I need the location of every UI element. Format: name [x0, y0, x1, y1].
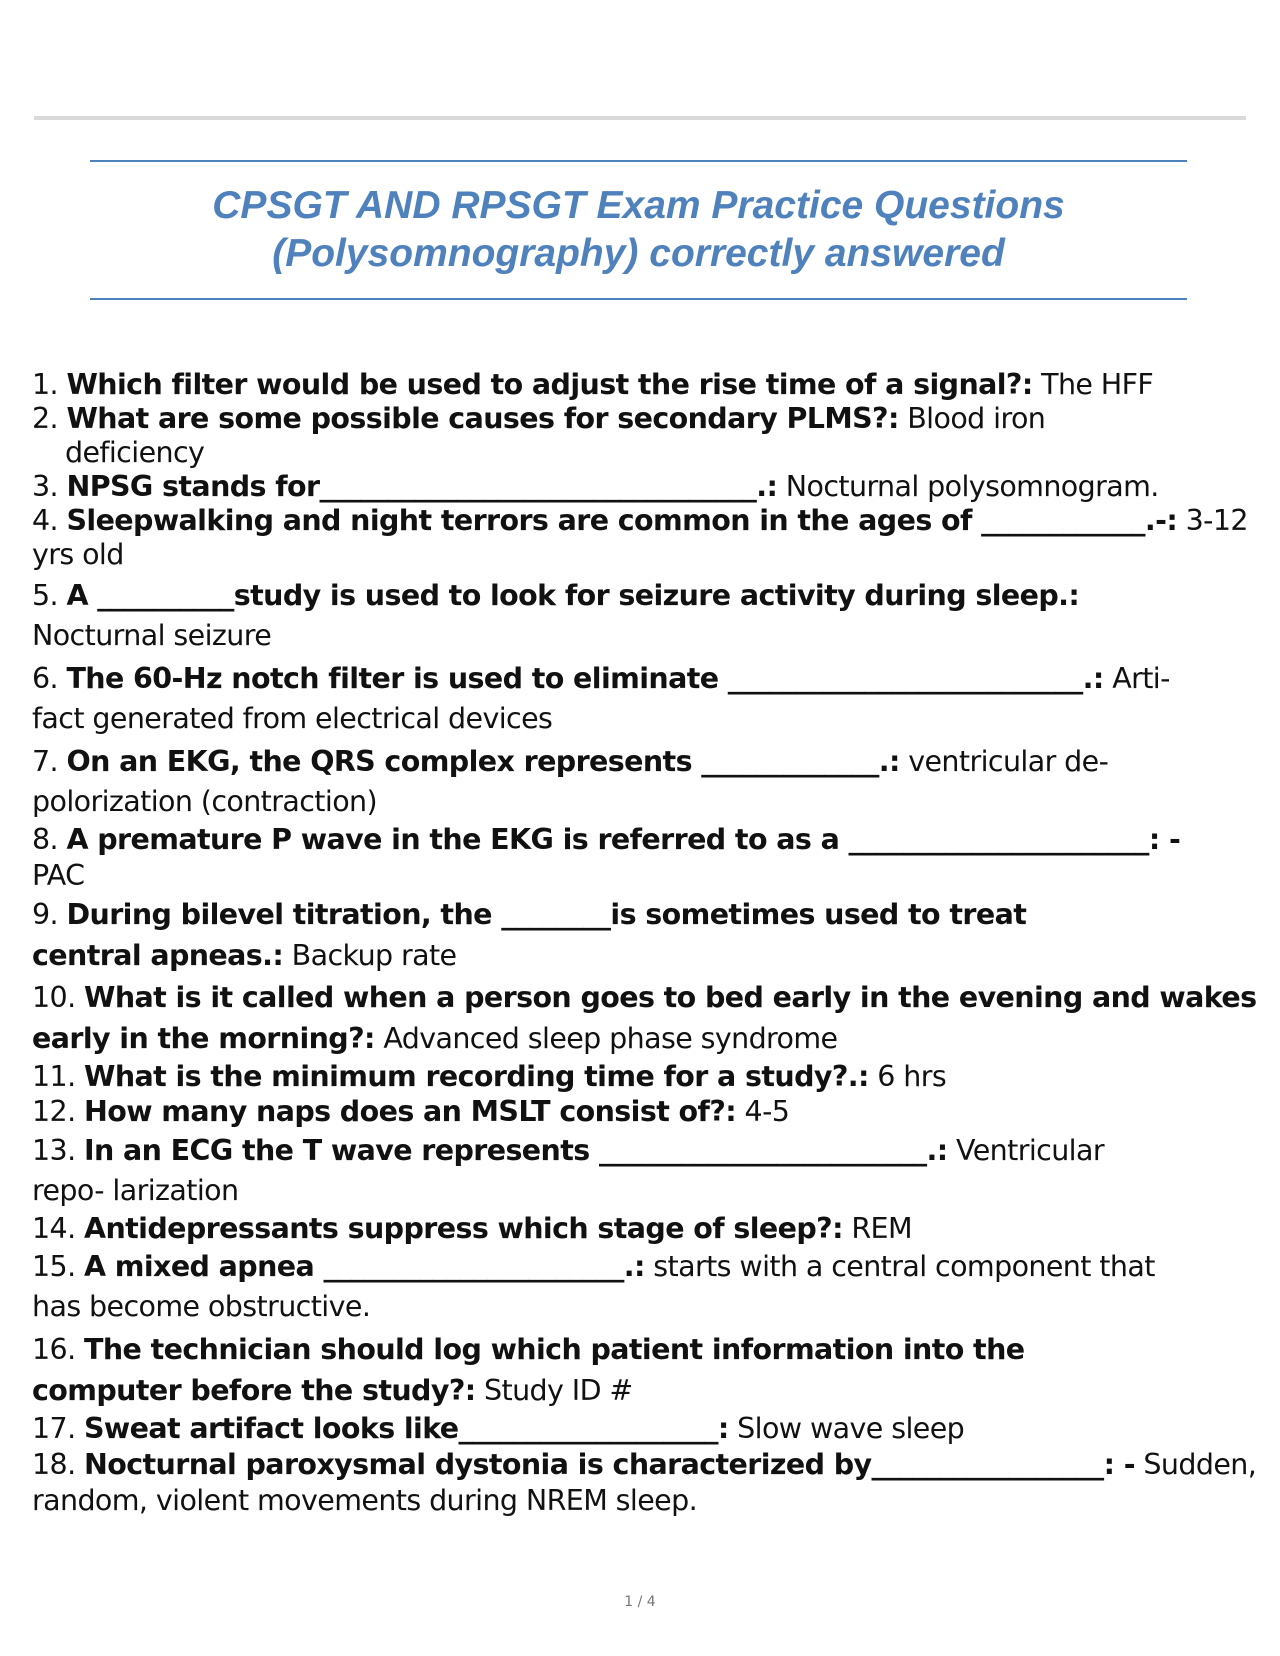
question-text: NPSG stands for________________________________.: — [66, 470, 778, 503]
question-text: Sleepwalking and night terrors are common in the ages of ____________.-: — [66, 504, 1178, 537]
document-title-line-2: (Polysomnography) correctly answered — [272, 232, 1005, 275]
question-item-7 — [32, 742, 1257, 822]
question-item-3 — [32, 470, 1257, 504]
question-number: 6. — [32, 662, 58, 695]
answer-text: Sudden, random, violent movements during NREM sleep. — [32, 1448, 1257, 1517]
question-list — [32, 368, 1257, 1519]
question-text: The 60-Hz notch filter is used to eliminate __________________________.: — [66, 662, 1104, 695]
question-number: 10. — [32, 981, 76, 1014]
answer-text: PAC — [32, 859, 85, 892]
question-number: 3. — [32, 470, 58, 503]
question-text: What is it called when a person goes to bed early in the evening and wakes early in the morning?: — [32, 981, 1257, 1055]
question-number: 2. — [32, 402, 58, 435]
question-number: 8. — [32, 823, 58, 856]
question-text: What are some possible causes for secondary PLMS?: — [66, 402, 899, 435]
question-text: A premature P wave in the EKG is referred to as a ______________________: - — [66, 823, 1181, 856]
document-title-line-1: CPSGT AND RPSGT Exam Practice Questions — [212, 184, 1065, 227]
question-number: 4. — [32, 504, 58, 537]
answer-text: 4-5 — [744, 1095, 790, 1128]
question-number: 14. — [32, 1212, 76, 1245]
answer-text: 3-12 yrs old — [32, 504, 1248, 571]
question-text: Nocturnal paroxysmal dystonia is characterized by_________________: - — [84, 1448, 1135, 1481]
question-number: 11. — [32, 1060, 76, 1093]
question-item-10 — [32, 977, 1257, 1059]
question-text: The technician should log which patient information into the computer before the study?: — [32, 1333, 1025, 1407]
question-item-15 — [32, 1247, 1257, 1327]
question-text: A mixed apnea ______________________.: — [84, 1250, 645, 1283]
question-number: 9. — [32, 898, 58, 931]
question-text: In an ECG the T wave represents ________________________.: — [84, 1134, 948, 1167]
question-item-13 — [32, 1131, 1257, 1211]
question-text: On an EKG, the QRS complex represents _____________.: — [66, 745, 900, 778]
answer-text: 6 hrs — [877, 1060, 947, 1093]
question-number: 15. — [32, 1250, 76, 1283]
question-text: A __________study is used to look for seizure activity during sleep.: — [66, 579, 1080, 612]
answer-text: Blood iron deficiency — [65, 402, 1046, 469]
question-text: Antidepressants suppress which stage of sleep?: — [84, 1212, 843, 1245]
question-text: Sweat artifact looks like___________________: — [84, 1412, 729, 1445]
question-number: 12. — [32, 1095, 76, 1128]
answer-text: REM — [851, 1212, 912, 1245]
question-item-9 — [32, 894, 1257, 976]
answer-text: Ventricular repo- larization — [32, 1134, 1104, 1207]
question-item-16 — [32, 1329, 1257, 1411]
answer-text: starts with a central component that has become obstructive. — [32, 1250, 1155, 1323]
question-text: How many naps does an MSLT consist of?: — [84, 1095, 737, 1128]
question-number: 13. — [32, 1134, 76, 1167]
answer-text: Nocturnal polysomnogram. — [785, 470, 1159, 503]
document-title — [90, 182, 1187, 278]
question-item-14 — [32, 1211, 1257, 1247]
page-top-divider — [34, 116, 1246, 120]
question-item-6 — [32, 659, 1257, 739]
question-item-2 — [32, 402, 1257, 470]
answer-text: The HFF — [1041, 368, 1154, 401]
question-item-5 — [32, 576, 1257, 656]
answer-text: Backup rate — [291, 939, 457, 972]
question-number: 18. — [32, 1448, 76, 1481]
question-item-8 — [32, 822, 1257, 894]
answer-text: Nocturnal seizure — [32, 619, 272, 652]
question-text: What is the minimum recording time for a study?.: — [84, 1060, 869, 1093]
question-item-17 — [32, 1411, 1257, 1447]
page-number: 1 / 4 — [624, 1594, 656, 1610]
answer-text: Slow wave sleep — [737, 1412, 965, 1445]
question-item-4 — [32, 504, 1257, 572]
answer-text: Study ID # — [484, 1374, 633, 1407]
question-number: 1. — [32, 368, 58, 401]
question-number: 7. — [32, 745, 58, 778]
question-item-1 — [32, 368, 1257, 402]
answer-text: Arti- fact generated from electrical devices — [32, 662, 1170, 735]
question-number: 17. — [32, 1412, 76, 1445]
question-number: 5. — [32, 579, 58, 612]
title-top-rule — [90, 160, 1187, 162]
answer-text: Advanced sleep phase syndrome — [383, 1022, 838, 1055]
answer-text: ventricular de- polorization (contraction) — [32, 745, 1109, 818]
question-text: Which filter would be used to adjust the rise time of a signal?: — [66, 368, 1033, 401]
question-item-12 — [32, 1094, 1257, 1129]
question-text: During bilevel titration, the ________is sometimes used to treat central apneas.: — [32, 898, 1027, 972]
question-number: 16. — [32, 1333, 76, 1366]
question-item-11 — [32, 1059, 1257, 1094]
question-item-18 — [32, 1447, 1257, 1519]
title-bottom-rule — [90, 298, 1187, 300]
